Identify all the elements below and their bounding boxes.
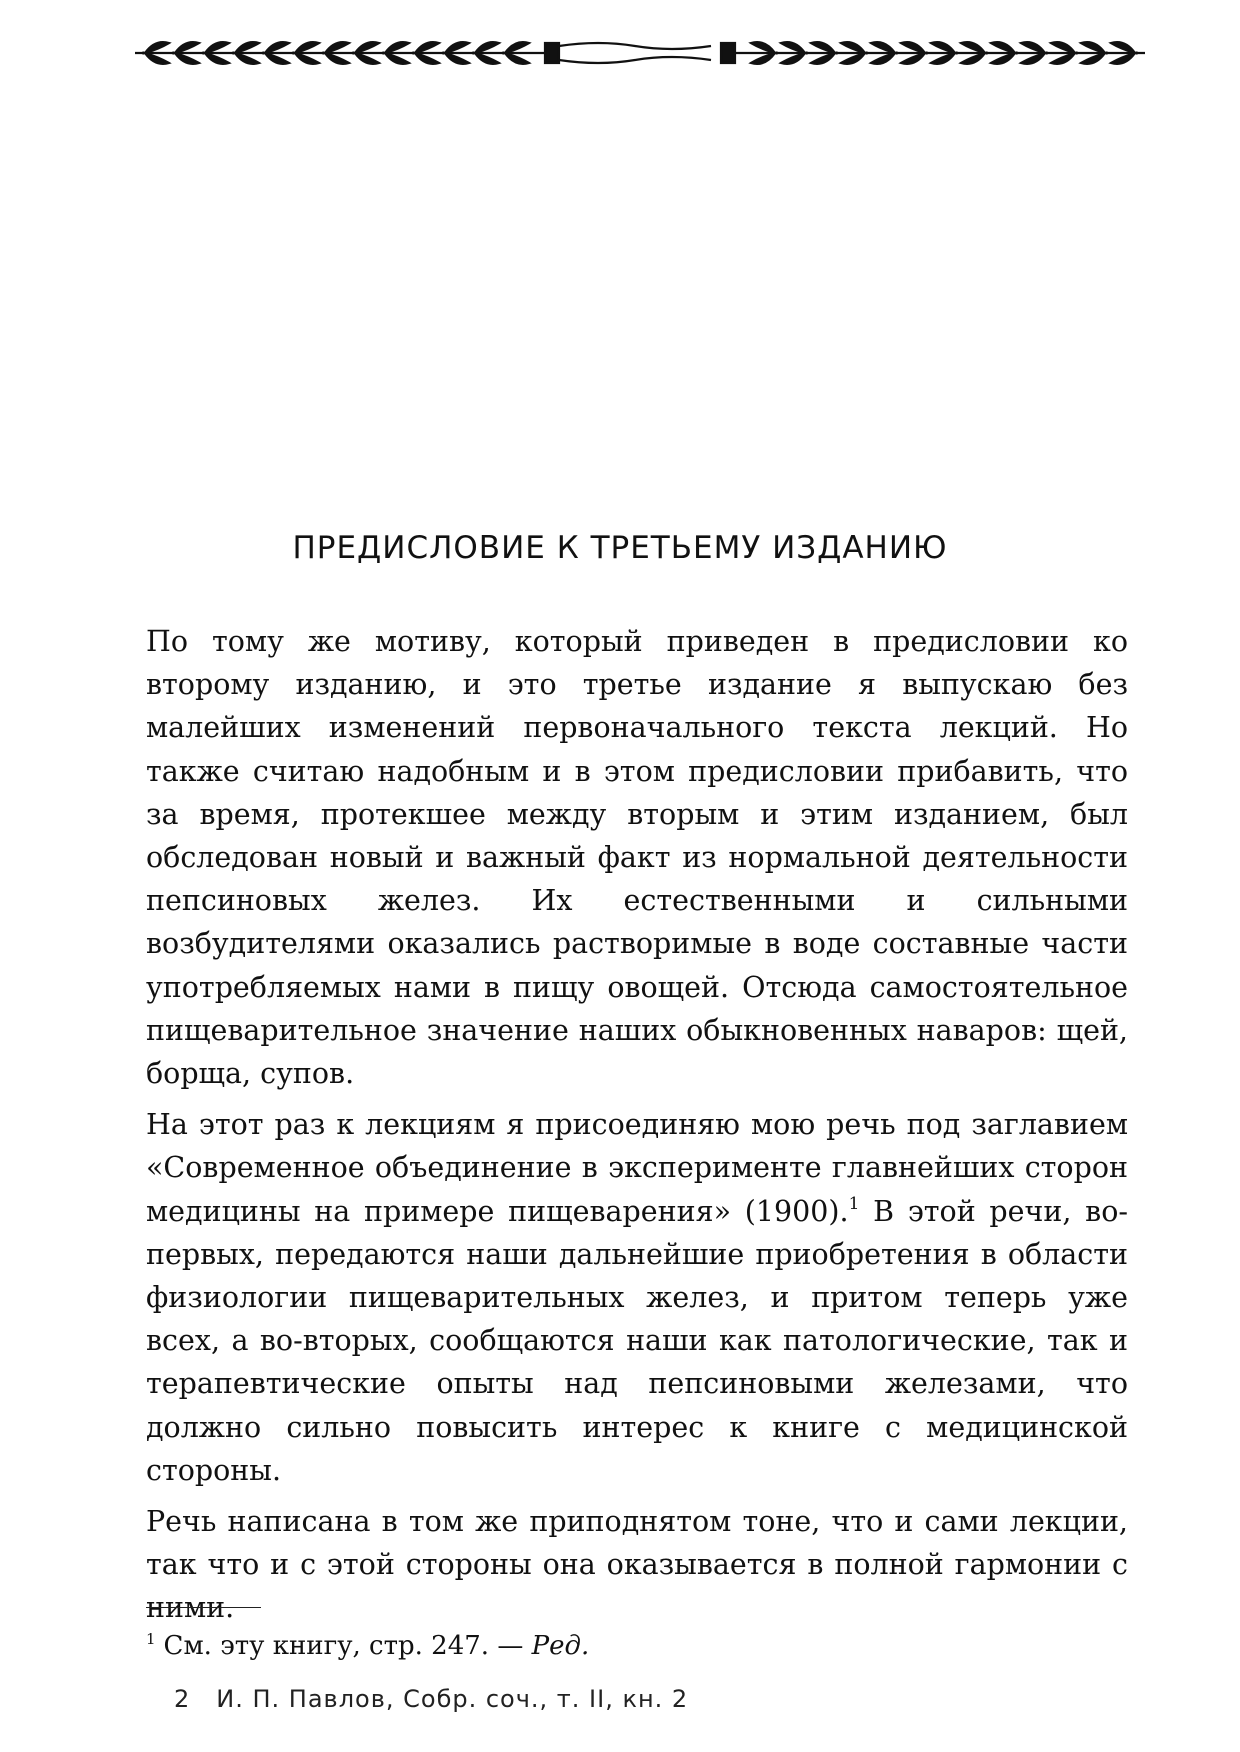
printer-signature bbox=[174, 1685, 688, 1713]
decorative-laurel-ornament bbox=[125, 28, 1155, 78]
paragraph-1: По тому же мотиву, который приведен в предисловии ко второму изданию, и это третье издание я выпускаю без малейших изменений первоначального текста лекций. Но также считаю надобным и в этом предисловии прибавить, что за время, протекшее между вторым и этим изданием, был обследован новый и важный факт из нормальной деятельности пепсиновых желез. Их естественными и сильными возбудителями оказались растворимые в воде составные части употребляемых нами в пищу овощей. Отсюда самостоятельное пищеварительное значение наших обыкновенных наваров: щей, борща, супов. bbox=[146, 625, 1128, 1091]
paragraph-2-end: В этой речи, во-первых, передаются наши дальнейшие приобретения в области физиологии пищеварительных желез, и притом теперь уже всех, а во-вторых, сообщаются наши как патологические, так и терапевтические опыты над пепсиновыми железами, что должно сильно повысить интерес к книге с медицинской стороны. bbox=[146, 1194, 1128, 1487]
footnote bbox=[146, 1630, 589, 1661]
footnote-editor: Ред. bbox=[531, 1631, 590, 1661]
preface-body bbox=[146, 620, 1128, 1638]
page-title: ПРЕДИСЛОВИЕ К ТРЕТЬЕМУ ИЗДАНИЮ bbox=[292, 530, 948, 566]
footnote-divider bbox=[146, 1607, 261, 1608]
footnote-mark: 1 bbox=[146, 1630, 156, 1648]
paragraph-3: Речь написана в том же приподнятом тоне, что и сами лекции, так что и с этой стороны она оказывается в полной гармонии с ними. bbox=[146, 1505, 1128, 1625]
paragraph-2 bbox=[146, 1103, 1128, 1492]
signature-text: И. П. Павлов, Собр. соч., т. II, кн. 2 bbox=[216, 1685, 689, 1713]
sheet-number: 2 bbox=[174, 1685, 191, 1713]
footnote-reference: 1 bbox=[848, 1193, 860, 1214]
footnote-text: См. эту книгу, стр. 247. — bbox=[163, 1631, 532, 1661]
paragraph-2-start: На этот раз к лекциям я присоединяю мою речь под заглавием «Современное объединение в эксперименте главнейших сторон медицины на примере пищеварения» (1900). bbox=[146, 1108, 1128, 1228]
